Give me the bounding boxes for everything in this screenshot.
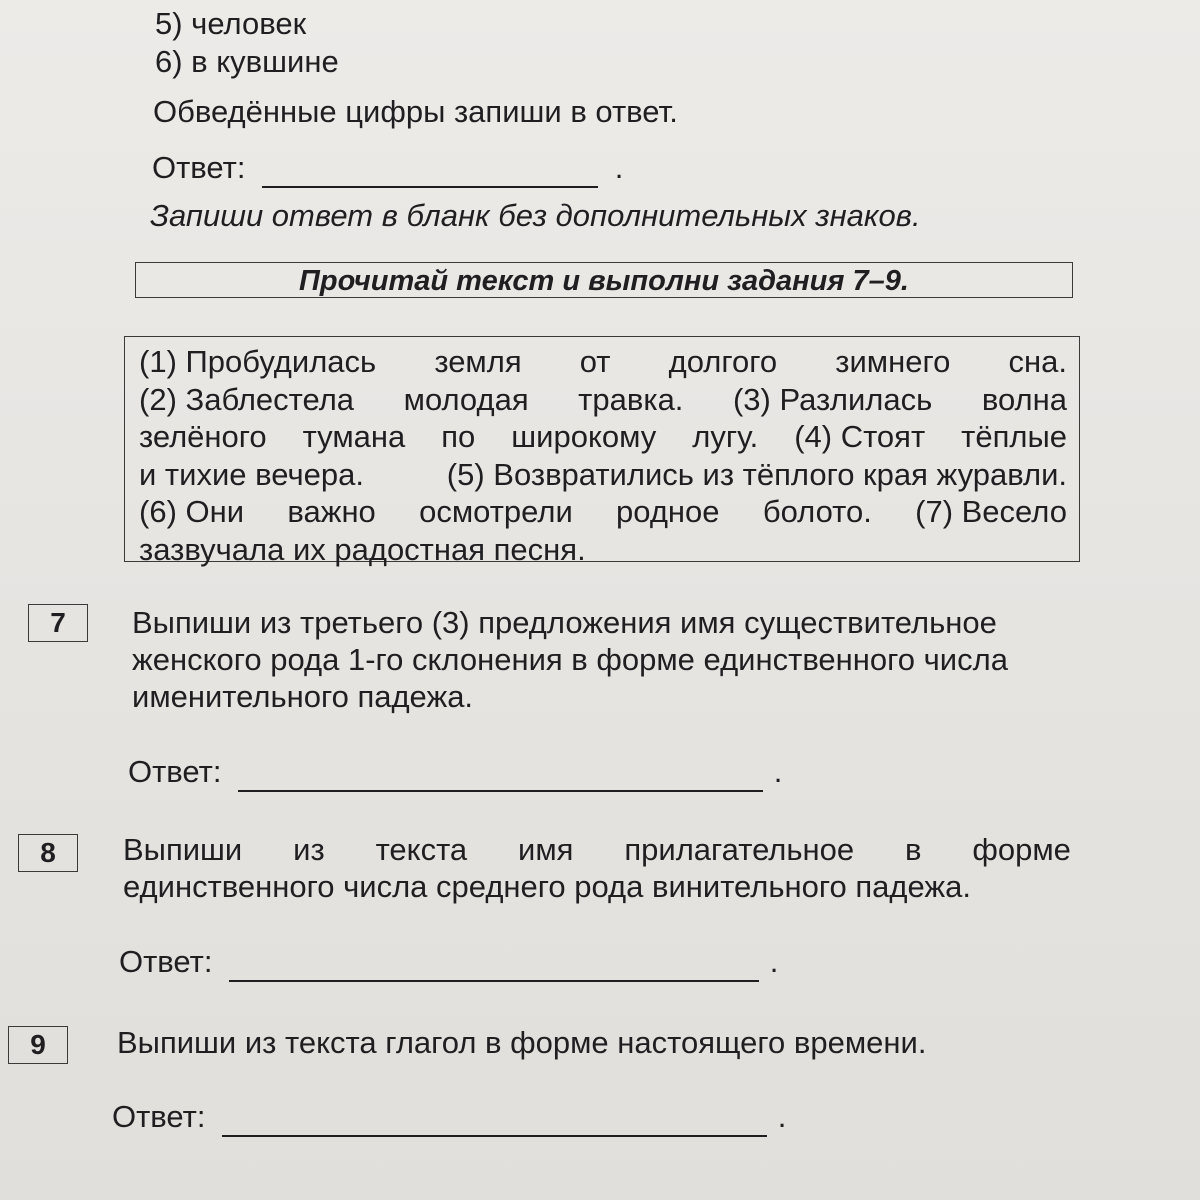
answer-period: . [773,754,783,789]
answer-field[interactable] [238,754,763,792]
answer-field[interactable] [262,150,598,188]
list-item-5: 5) человек [155,6,307,41]
answer-period: . [614,150,624,185]
section-title: Прочитай текст и выполни задания 7–9. [135,262,1073,298]
instruction-text: Обведённые цифры запиши в ответ. [153,94,678,129]
blank-note: Запиши ответ в бланк без дополнительных знаков. [150,198,921,233]
answer-period: . [777,1099,787,1134]
task-9-text: Выпиши из текста глагол в форме настоящего времени. [117,1025,927,1060]
answer-row-9 [112,1099,786,1137]
answer-label: Ответ: [128,754,222,789]
text-row: зелёного тумана по широкому лугу. (4) Стоят тёплые [139,419,1067,454]
task-number-9: 9 [8,1026,68,1064]
answer-period: . [769,944,779,979]
answer-row-6 [152,150,623,188]
answer-row-7 [128,754,782,792]
answer-field[interactable] [222,1099,767,1137]
task-number-8: 8 [18,834,78,872]
answer-label: Ответ: [152,150,246,185]
task-7-text: Выпиши из третьего (3) предложения имя существительное женского рода 1-го склонения в форме единственного числа именительного падежа. [132,605,1008,714]
answer-label: Ответ: [119,944,213,979]
text-row: (2) Заблестела молодая травка. (3) Разлилась волна [139,381,1067,417]
task-number-7: 7 [28,604,88,642]
answer-row-8 [119,944,778,982]
answer-label: Ответ: [112,1099,206,1134]
task-8-text: Выпиши из текста имя прилагательное в форме единственного числа среднего рода винительного падежа. [123,832,1071,904]
text-row: (6) Они важно осмотрели родное болото. (7) Весело [139,494,1067,529]
reading-text-box [124,336,1080,567]
text-row: и тихие вечера. (5) Возвратились из тёплого края журавли. [139,456,1067,492]
answer-field[interactable] [229,944,759,982]
text-row: зазвучала их радостная песня. [139,531,586,567]
list-item-6: 6) в кувшине [155,44,339,79]
text-row: (1) Пробудилась земля от долгого зимнего сна. [139,344,1067,379]
